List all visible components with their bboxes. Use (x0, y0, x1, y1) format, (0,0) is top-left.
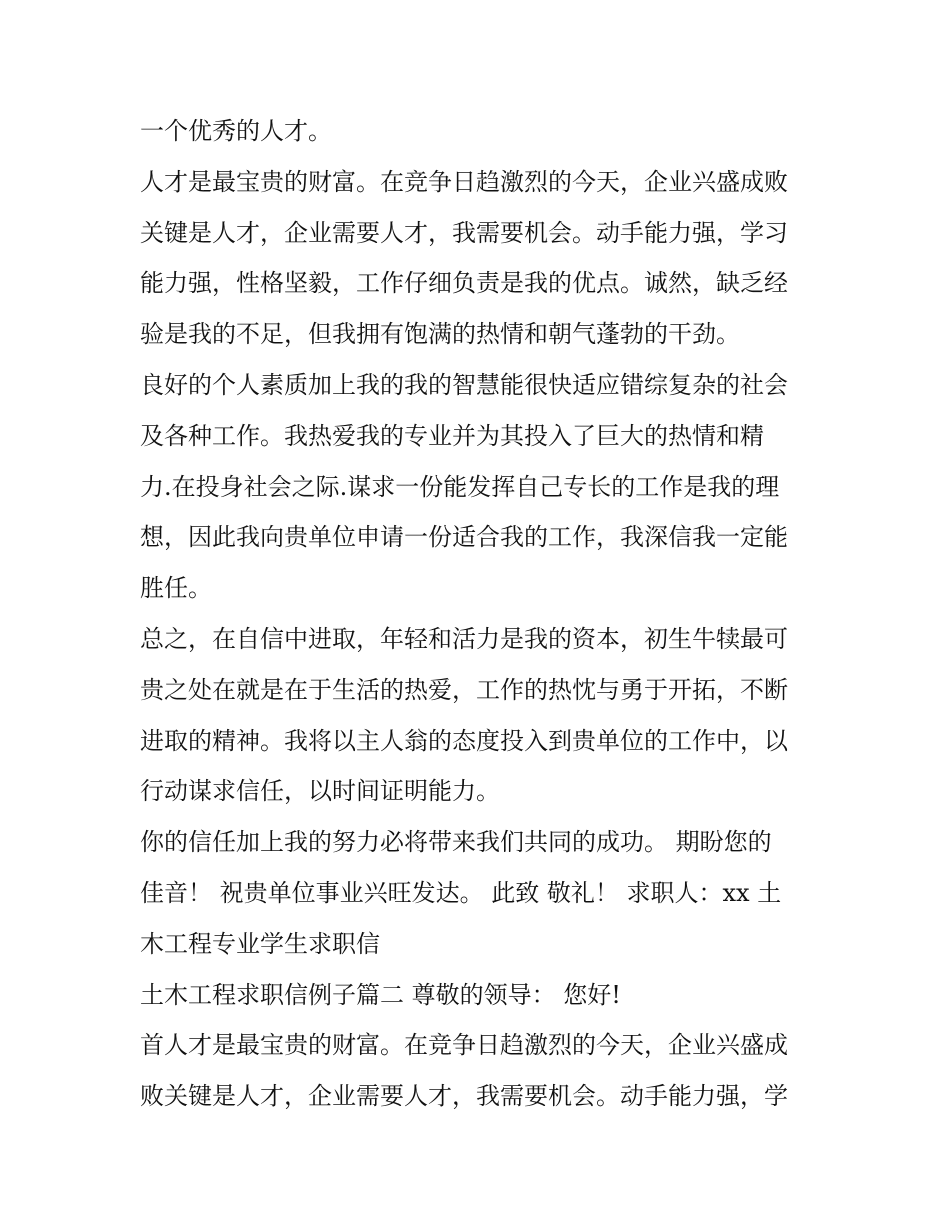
text-line: 木工程专业学生求职信 (140, 929, 380, 958)
text-line: 贵之处在就是在于生活的热爱，工作的热忱与勇于开拓，不断 (140, 675, 788, 704)
text-line: 及各种工作。我热爱我的专业并为其投入了巨大的热情和精 (140, 421, 764, 450)
text-line: 一个优秀的人才。 (140, 117, 332, 145)
text-line: 首人才是最宝贵的财富。在竞争日趋激烈的今天，企业兴盛成 (140, 1031, 788, 1060)
text-line: 进取的精神。我将以主人翁的态度投入到贵单位的工作中，以 (140, 726, 788, 755)
text-line: 人才是最宝贵的财富。在竞争日趋激烈的今天，企业兴盛成败 (140, 167, 788, 196)
text-line: 总之，在自信中进取，年轻和活力是我的资本，初生牛犊最可 (140, 624, 788, 653)
text-line: 想，因此我向贵单位申请一份适合我的工作，我深信我一定能 (140, 523, 788, 552)
text-line: 佳音！ 祝贵单位事业兴旺发达。 此致 敬礼！ 求职人：xx 土 (140, 878, 782, 907)
document-body (140, 106, 815, 1122)
text-line: 能力强，性格坚毅，工作仔细负责是我的优点。诚然，缺乏经 (140, 269, 788, 298)
text-line: 力.在投身社会之际.谋求一份能发挥自己专长的工作是我的理 (140, 472, 780, 501)
text-line: 良好的个人素质加上我的我的智慧能很快适应错综复杂的社会 (140, 370, 788, 399)
text-line: 败关键是人才，企业需要人才，我需要机会。动手能力强，学 (140, 1082, 788, 1111)
text-line: 胜任。 (140, 574, 212, 603)
text-line: 行动谋求信任，以时间证明能力。 (140, 777, 500, 806)
text-line: 关键是人才，企业需要人才，我需要机会。动手能力强，学习 (140, 218, 788, 247)
text-line: 土木工程求职信例子篇二 尊敬的领导： 您好! (140, 980, 621, 1009)
text-line: 你的信任加上我的努力必将带来我们共同的成功。 期盼您的 (140, 828, 772, 857)
text-line: 验是我的不足，但我拥有饱满的热情和朝气蓬勃的干劲。 (140, 320, 740, 349)
